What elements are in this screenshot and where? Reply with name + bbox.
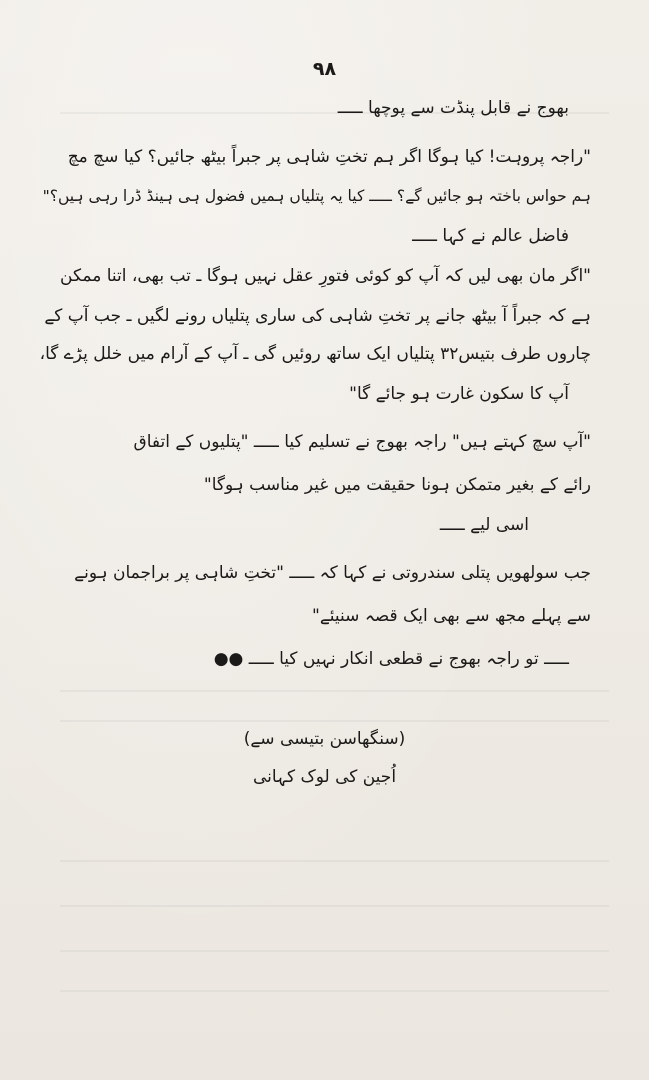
text-line: "آپ سچ کہتے ہیں" راجہ بھوج نے تسلیم کیا ـــــ "پتلیوں کے اتفاق (133, 432, 591, 452)
source-subtitle: اُجین کی لوک کہانی (252, 767, 397, 787)
text-line: سے پہلے مجھ سے بھی ایک قصہ سنیئے" (312, 606, 591, 626)
bleed-through-trace (60, 690, 609, 692)
text-line: "اگر مان بھی لیں کہ آپ کو کوئی فتورِ عقل نہیں ہوگا ـ تب بھی، اتنا ممکن (60, 266, 591, 286)
text-line: چاروں طرف بتیس۳۲ پتلیاں ایک ساتھ روئیں گی ـ آپ کے آرام میں خلل پڑے گا، (39, 344, 591, 364)
text-line: آپ کا سکون غارت ہو جائے گا" (349, 384, 569, 404)
text-line: ہم حواس باختہ ہو جائیں گے؟ ـــــ کیا یہ پتلیاں ہمیں فضول ہی ہینڈ ڈرا رہی ہیں؟" (42, 187, 591, 205)
bleed-through-trace (60, 860, 609, 862)
bleed-through-trace (60, 720, 609, 722)
bleed-through-trace (60, 950, 609, 952)
bleed-through-trace (60, 990, 609, 992)
text-line: رائے کے بغیر متمکن ہونا حقیقت میں غیر مناسب ہوگا" (203, 475, 591, 495)
page-number: ۹۸ (312, 58, 337, 80)
text-line: اسی لیے ـــــ (439, 515, 529, 535)
source-reference: (سنگھاسن بتیسی سے) (243, 729, 406, 749)
text-line: "راجہ پروہت! کیا ہوگا اگر ہم تختِ شاہی پر جبراً بیٹھ جائیں؟ کیا سچ مچ (67, 147, 591, 167)
text-line: جب سولھویں پتلی سندروتی نے کہا کہ ـــــ "تختِ شاہی پر براجمان ہونے (74, 563, 591, 583)
text-line: ہے کہ جبراً آ بیٹھ جانے پر تختِ شاہی کی ساری پتلیاں رونے لگیں ـ جب آپ کے (44, 306, 591, 326)
text-line: بھوج نے قابل پنڈت سے پوچھا ـــــ (337, 98, 569, 118)
text-line: فاضل عالم نے کہا ـــــ (412, 226, 569, 246)
text-line: ـــــ تو راجہ بھوج نے قطعی انکار نہیں کیا ـــــ ●● (213, 649, 569, 669)
bleed-through-trace (60, 905, 609, 907)
